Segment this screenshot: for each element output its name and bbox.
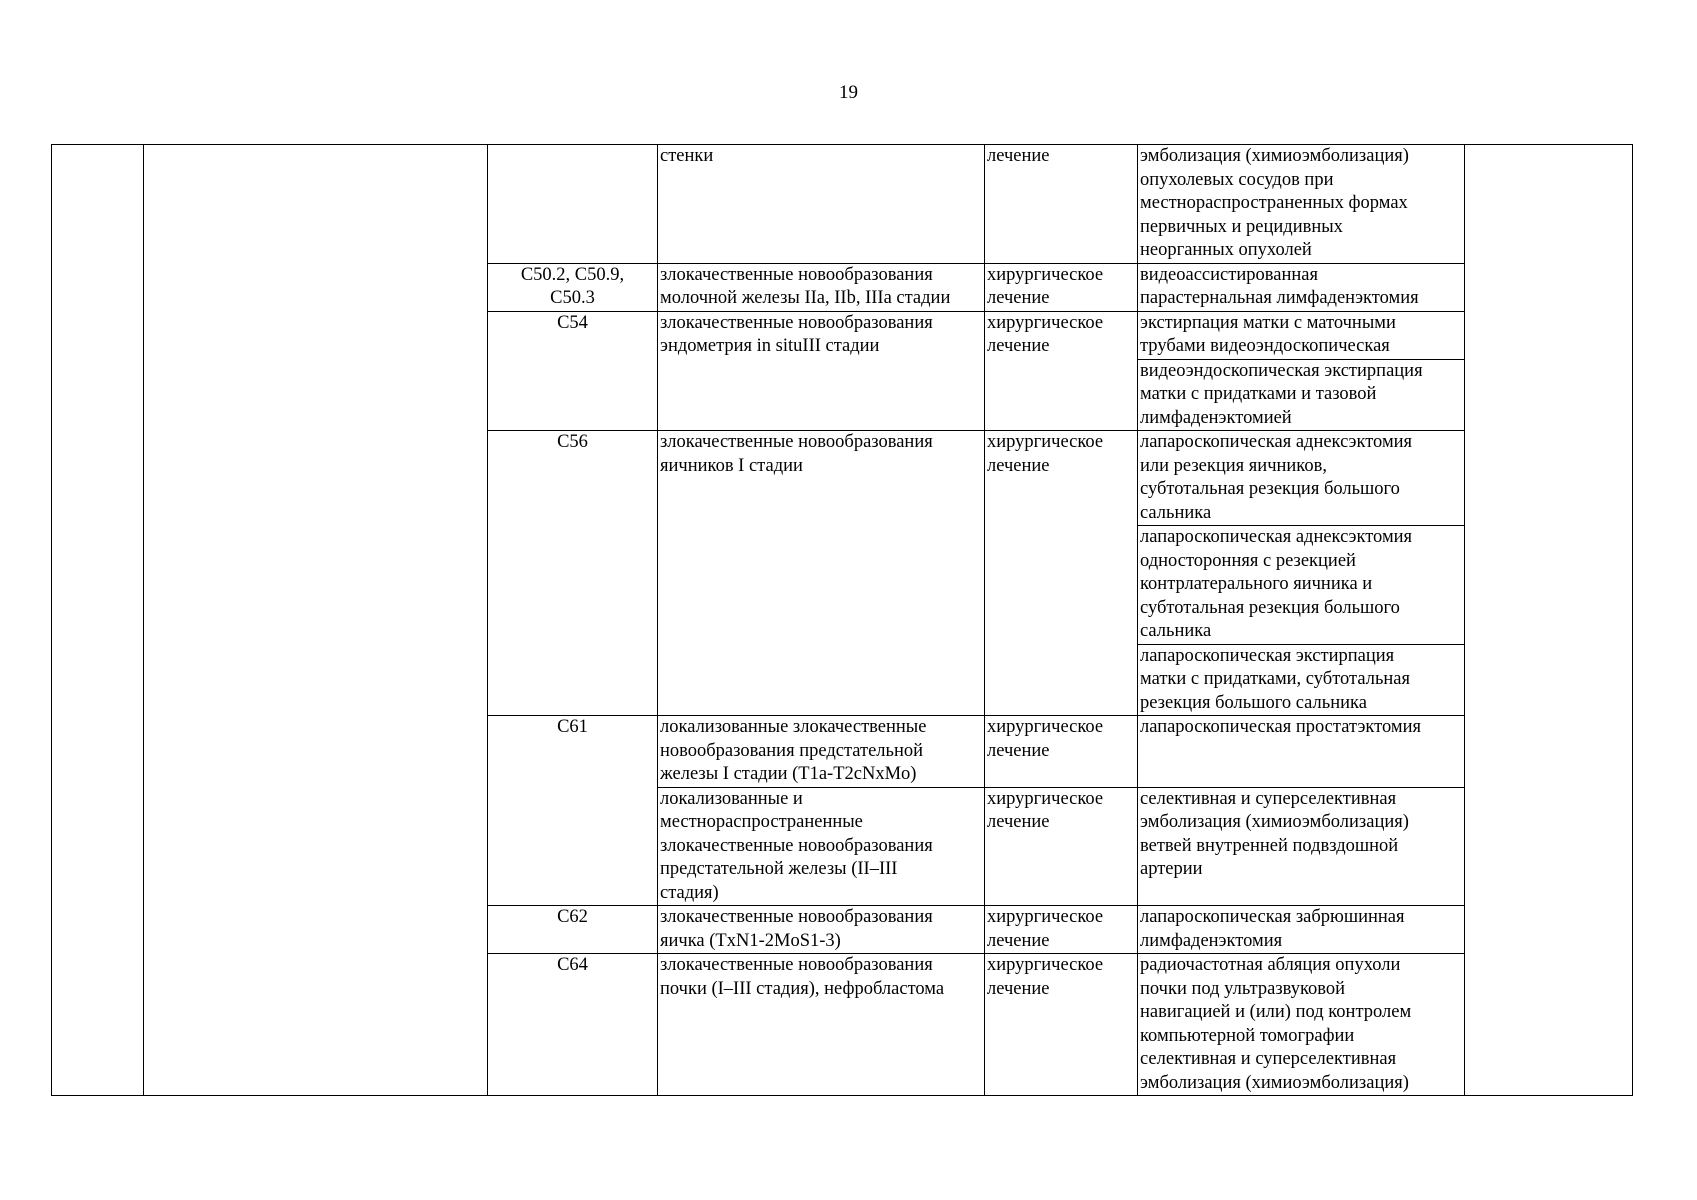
treatment-cell: хирургическое лечение <box>985 954 1138 1096</box>
table-row <box>52 145 1633 264</box>
treatment-cell: хирургическое лечение <box>985 263 1138 311</box>
code-cell: C56 <box>488 431 658 716</box>
treatment-cell: хирургическое лечение <box>985 311 1138 431</box>
disease-cell: локализованные и местнораспространенные злокачественные новообразования предстательной железы (II–III стадия) <box>658 787 985 906</box>
method-cell: лапароскопическая аднексэктомия или резекция яичников, субтотальная резекция большого сальника <box>1138 431 1465 526</box>
treatment-cell: хирургическое лечение <box>985 431 1138 716</box>
code-cell: C54 <box>488 311 658 431</box>
disease-cell: локализованные злокачественные новообразования предстательной железы I стадии (T1a-T2cNxMo) <box>658 716 985 788</box>
method-cell: лапароскопическая забрюшинная лимфаденэктомия <box>1138 906 1465 954</box>
method-cell: лапароскопическая аднексэктомия односторонняя с резекцией контрлатерального яичника и субтотальная резекция большого сальника <box>1138 526 1465 645</box>
code-cell: C62 <box>488 906 658 954</box>
disease-cell: злокачественные новообразования почки (I–III стадия), нефробластома <box>658 954 985 1096</box>
disease-cell: злокачественные новообразования молочной железы IIa, IIb, IIIa стадии <box>658 263 985 311</box>
code-cell: C50.2, C50.9, C50.3 <box>488 263 658 311</box>
method-cell: экстирпация матки с маточными трубами видеоэндоскопическая <box>1138 311 1465 359</box>
treatment-cell: хирургическое лечение <box>985 716 1138 788</box>
code-cell: C64 <box>488 954 658 1096</box>
treatment-cell: хирургическое лечение <box>985 787 1138 906</box>
number-cell <box>52 145 144 1096</box>
method-cell: видеоэндоскопическая экстирпация матки с придатками и тазовой лимфаденэктомией <box>1138 359 1465 431</box>
method-cell: селективная и суперселективная эмболизация (химиоэмболизация) ветвей внутренней подвздошной артерии <box>1138 787 1465 906</box>
treatment-cell: хирургическое лечение <box>985 906 1138 954</box>
code-cell <box>488 145 658 264</box>
method-cell: видеоассистированная парастернальная лимфаденэктомия <box>1138 263 1465 311</box>
disease-cell: злокачественные новообразования яичников I стадии <box>658 431 985 716</box>
disease-cell: злокачественные новообразования яичка (TxN1-2MoS1-3) <box>658 906 985 954</box>
profile-cell <box>144 145 488 1096</box>
method-cell: лапароскопическая экстирпация матки с придатками, субтотальная резекция большого сальника <box>1138 644 1465 716</box>
method-cell: эмболизация (химиоэмболизация) опухолевых сосудов при местнораспространенных формах первичных и рецидивных неорганных опухолей <box>1138 145 1465 264</box>
method-cell: лапароскопическая простатэктомия <box>1138 716 1465 788</box>
procedures-table <box>51 144 1633 1096</box>
treatment-cell: лечение <box>985 145 1138 264</box>
cost-cell <box>1465 145 1633 1096</box>
disease-cell: злокачественные новообразования эндометрия in situIII стадии <box>658 311 985 431</box>
page-number: 19 <box>839 82 858 103</box>
code-cell: C61 <box>488 716 658 906</box>
method-cell: радиочастотная абляция опухоли почки под ультразвуковой навигацией и (или) под контролем компьютерной томографии селективная и суперселективная эмболизация (химиоэмболизация) <box>1138 954 1465 1096</box>
disease-cell: стенки <box>658 145 985 264</box>
